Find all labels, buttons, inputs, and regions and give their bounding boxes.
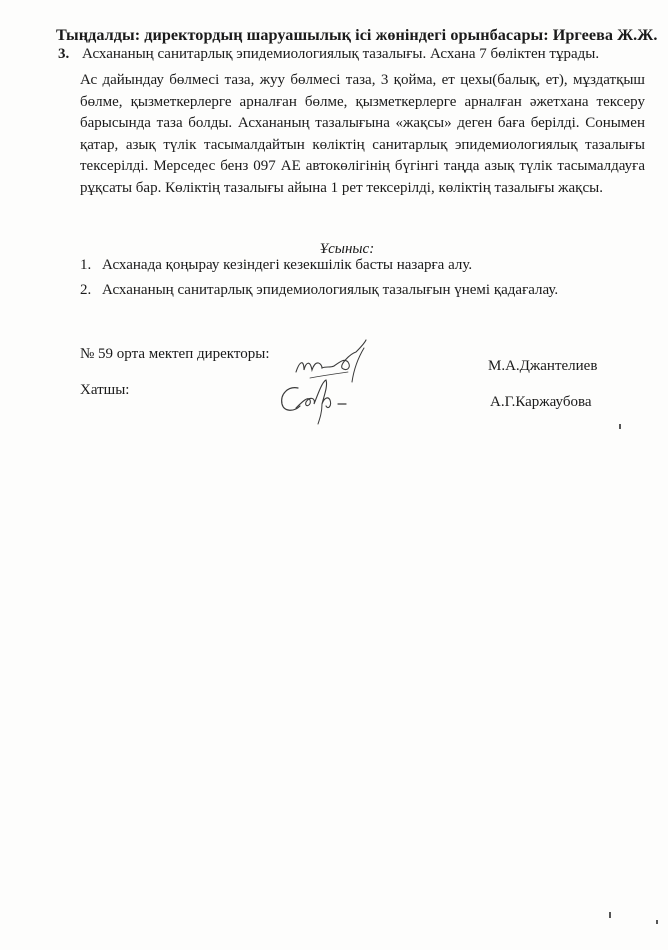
heading: Тыңдалды: директордың шаруашылық ісі жөніндегі орынбасары: Иргеева Ж.Ж.	[56, 26, 658, 44]
list-item-number: 1.	[80, 257, 92, 273]
scan-speck	[619, 424, 621, 429]
item-paragraph: Ас дайындау бөлмесі таза, жуу бөлмесі таза, 3 қойма, ет цехы(балық, ет), мұздатқыш бөлме, қызметкерлерге арналған бөлме, қызметкерлерге арналған әжетхана тексеру барысында таза болды. Асхананың тазалығына «жақсы» деген баға берілді. Сонымен қатар, азық түлік тасымалдайтын көліктің санитарлық эпидемиологиялық тазалығы тексерілді. Мерседес бенз 097 АЕ автокөлігінің бүгінгі таңда азық түлік тасымалдауға рұқсаты бар. Көліктің тазалығы айына 1 рет тексерілді, көліктің тазалығы жақсы.	[80, 72, 645, 196]
scan-speck	[609, 912, 611, 918]
list-item	[80, 278, 558, 303]
director-name: М.А.Джантелиев	[488, 358, 598, 374]
item-first-line: Асхананың санитарлық эпидемиологиялық тазалығы. Асхана 7 бөліктен тұрады.	[82, 46, 600, 62]
recommendations-list	[80, 253, 558, 303]
list-item-text: Асхананың санитарлық эпидемиологиялық тазалығын үнемі қадағалау.	[102, 282, 559, 298]
secretary-name: А.Г.Каржаубова	[490, 394, 592, 410]
scan-speck	[656, 920, 658, 924]
director-label: № 59 орта мектеп директоры:	[80, 346, 270, 362]
list-item-number: 2.	[80, 282, 92, 298]
list-item	[80, 253, 558, 278]
list-item-text: Асханада қоңырау кезіндегі кезекшілік басты назарға алу.	[102, 257, 473, 273]
item-number: 3.	[58, 46, 70, 62]
secretary-signature	[276, 378, 356, 426]
recommendations-title-text: Ұсыныс:	[319, 241, 375, 257]
secretary-label: Хатшы:	[80, 382, 130, 398]
